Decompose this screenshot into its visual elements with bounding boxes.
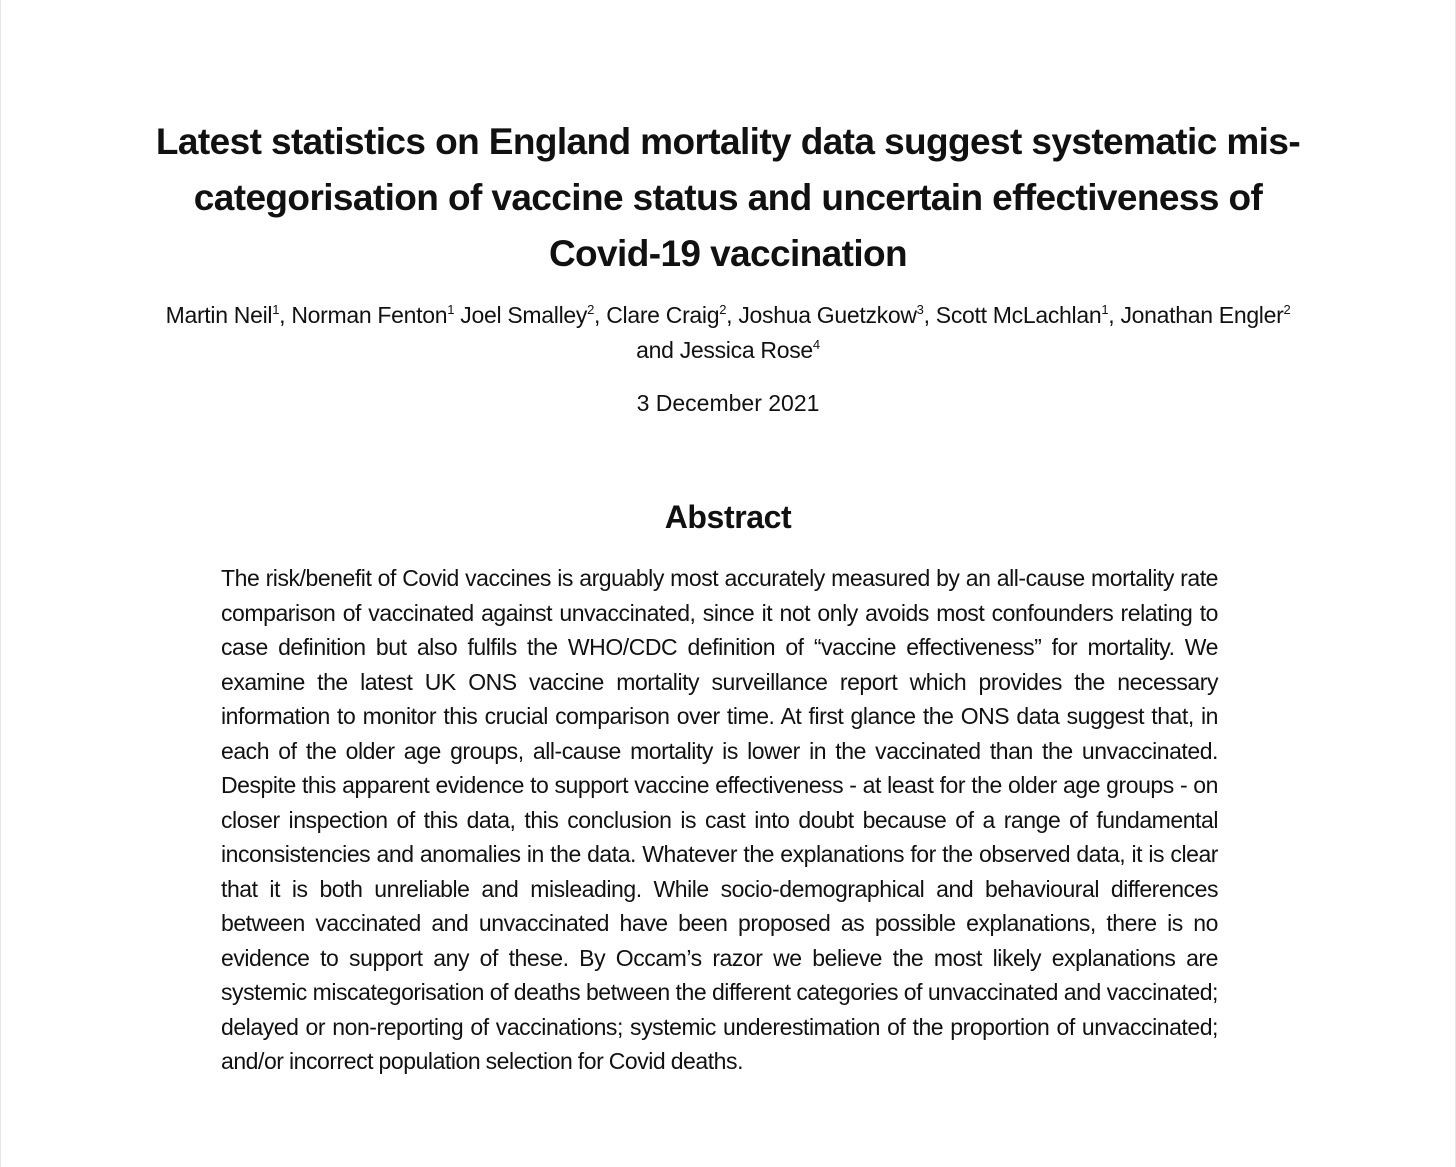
author-name: Jonathan Engler <box>1120 302 1284 328</box>
author-affiliation: 1 <box>1101 302 1109 317</box>
author-name: Jessica Rose <box>679 337 813 363</box>
abstract-text: The risk/benefit of Covid vaccines is arguably most accurately measured by an all-cause mortality rate comparison of vaccinated against unvaccinated, since it not only avoids most confounders relating to case definition but also fulfils the WHO/CDC definition of “vaccine effectiveness” for mortality. We examine the latest UK ONS vaccine mortality surveillance report which provides the necessary information to monitor this crucial comparison over time. At first glance the ONS data suggest that, in each of the older age groups, all-cause mortality is lower in the vaccinated than the unvaccinated. Despite this apparent evidence to support vaccine effectiveness - at least for the older age groups - on closer inspection of this data, this conclusion is cast into doubt because of a range of fundamental inconsistencies and anomalies in the data. Whatever the explanations for the observed data, it is clear that it is both unreliable and misleading. While socio-demographical and behavioural differences between vaccinated and unvaccinated have been proposed as possible explanations, there is no evidence to support any of these. By Occam’s razor we believe the most likely explanations are systemic miscategorisation of deaths between the different categories of unvaccinated and vaccinated; delayed or non-reporting of vaccinations; systemic underestimation of the proportion of unvaccinated; and/or incorrect population selection for Covid deaths. <box>221 565 1218 1074</box>
author-name: Clare Craig <box>606 302 720 328</box>
author-affiliation: 2 <box>1283 302 1291 317</box>
author-separator: and <box>636 337 680 363</box>
author-name: Joshua Guetzkow <box>738 302 917 328</box>
author-separator: , <box>1108 302 1121 328</box>
author-affiliation: 3 <box>916 302 924 317</box>
author-affiliation: 2 <box>587 302 595 317</box>
author-name: Joel Smalley <box>460 302 588 328</box>
author-separator: , <box>726 302 739 328</box>
author-separator: , <box>279 302 292 328</box>
author-name: Norman Fenton <box>291 302 448 328</box>
author-affiliation: 1 <box>447 302 455 317</box>
author-list <box>150 298 1306 368</box>
abstract-heading: Abstract <box>664 499 792 535</box>
author-affiliation: 2 <box>719 302 727 317</box>
author-affiliation: 1 <box>272 302 280 317</box>
author-affiliation: 4 <box>812 337 820 352</box>
author-name: Scott McLachlan <box>935 302 1102 328</box>
author-separator: , <box>594 302 607 328</box>
paper-title: Latest statistics on England mortality data suggest systematic mis-categorisation of vaccine status and uncertain effectiveness of Covid-19 vaccination <box>155 121 1301 274</box>
author-name: Martin Neil <box>165 302 273 328</box>
publication-date: 3 December 2021 <box>636 390 820 416</box>
author-separator: , <box>923 302 936 328</box>
